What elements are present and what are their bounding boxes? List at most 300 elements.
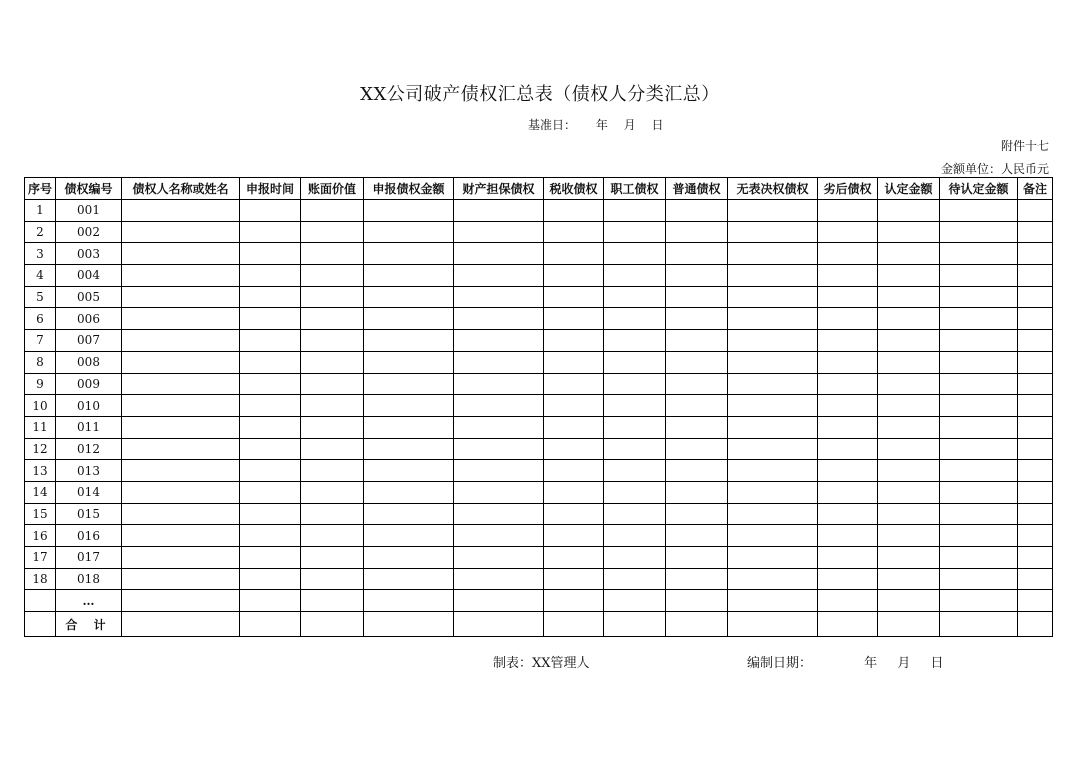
column-header: 债权人名称或姓名 (122, 178, 240, 200)
table-cell[interactable] (122, 308, 240, 330)
table-cell[interactable] (454, 200, 544, 222)
table-cell[interactable] (544, 373, 604, 395)
table-cell[interactable] (240, 481, 301, 503)
table-cell[interactable] (666, 308, 728, 330)
table-cell[interactable] (240, 243, 301, 265)
table-cell[interactable] (666, 460, 728, 482)
table-cell[interactable] (728, 568, 818, 590)
total-cell[interactable] (240, 612, 301, 637)
table-cell[interactable] (666, 590, 728, 612)
table-row (25, 438, 1053, 460)
table-cell[interactable] (728, 308, 818, 330)
table-cell[interactable] (666, 330, 728, 352)
table-cell[interactable] (878, 481, 940, 503)
table-cell[interactable] (1018, 481, 1053, 503)
table-cell[interactable] (122, 460, 240, 482)
table-cell[interactable] (818, 351, 878, 373)
table-cell[interactable] (666, 438, 728, 460)
table-cell[interactable] (940, 286, 1018, 308)
table-cell[interactable] (940, 568, 1018, 590)
table-cell[interactable] (301, 221, 364, 243)
claim-code: 002 (56, 221, 122, 243)
total-cell[interactable] (1018, 612, 1053, 637)
table-cell[interactable] (1018, 200, 1053, 222)
table-cell[interactable] (364, 200, 454, 222)
row-number: 15 (25, 503, 56, 525)
table-cell[interactable] (604, 373, 666, 395)
table-row (25, 243, 1053, 265)
table-cell[interactable] (666, 503, 728, 525)
table-cell[interactable] (728, 395, 818, 417)
table-cell[interactable] (454, 265, 544, 287)
table-cell[interactable] (454, 481, 544, 503)
table-cell[interactable] (544, 243, 604, 265)
table-cell[interactable] (940, 351, 1018, 373)
table-cell[interactable] (666, 243, 728, 265)
table-cell[interactable] (1018, 265, 1053, 287)
total-cell[interactable] (544, 612, 604, 637)
table-cell[interactable] (240, 568, 301, 590)
table-cell[interactable] (818, 416, 878, 438)
table-cell[interactable] (940, 590, 1018, 612)
table-cell[interactable] (240, 286, 301, 308)
table-cell[interactable] (364, 286, 454, 308)
table-cell[interactable] (666, 351, 728, 373)
row-number: 18 (25, 568, 56, 590)
table-cell[interactable] (604, 568, 666, 590)
table-cell[interactable] (544, 481, 604, 503)
table-cell[interactable] (301, 460, 364, 482)
table-cell[interactable] (544, 265, 604, 287)
table-cell[interactable] (454, 286, 544, 308)
table-cell[interactable] (301, 286, 364, 308)
row-number: 1 (25, 200, 56, 222)
table-cell[interactable] (666, 547, 728, 569)
table-cell[interactable] (301, 568, 364, 590)
table-cell[interactable] (1018, 438, 1053, 460)
table-cell[interactable] (544, 460, 604, 482)
table-cell[interactable] (1018, 395, 1053, 417)
table-cell[interactable] (544, 351, 604, 373)
table-cell[interactable] (122, 481, 240, 503)
table-cell[interactable] (364, 438, 454, 460)
table-cell[interactable] (940, 547, 1018, 569)
table-cell[interactable] (544, 438, 604, 460)
table-cell[interactable] (122, 503, 240, 525)
table-cell[interactable] (728, 330, 818, 352)
table-cell[interactable] (728, 243, 818, 265)
table-cell[interactable] (878, 568, 940, 590)
table-cell[interactable] (728, 200, 818, 222)
total-cell[interactable] (454, 612, 544, 637)
table-cell[interactable] (818, 590, 878, 612)
table-cell[interactable] (728, 265, 818, 287)
table-cell[interactable] (301, 525, 364, 547)
table-cell[interactable] (878, 395, 940, 417)
table-cell[interactable] (878, 460, 940, 482)
total-cell[interactable] (878, 612, 940, 637)
compile-date-label: 编制日期： (747, 656, 813, 671)
table-cell[interactable] (544, 200, 604, 222)
total-cell[interactable] (364, 612, 454, 637)
table-cell[interactable] (301, 395, 364, 417)
table-cell[interactable] (544, 330, 604, 352)
table-cell[interactable] (818, 330, 878, 352)
table-cell[interactable] (122, 438, 240, 460)
table-cell[interactable] (940, 503, 1018, 525)
column-header: 序号 (25, 178, 56, 200)
total-cell[interactable] (122, 612, 240, 637)
table-cell[interactable] (301, 265, 364, 287)
table-cell[interactable] (240, 308, 301, 330)
table-cell[interactable] (544, 503, 604, 525)
table-cell[interactable] (940, 308, 1018, 330)
table-cell[interactable] (604, 265, 666, 287)
table-cell[interactable] (364, 221, 454, 243)
table-cell[interactable] (818, 265, 878, 287)
table-cell[interactable] (454, 525, 544, 547)
table-cell[interactable] (454, 351, 544, 373)
table-cell[interactable] (878, 286, 940, 308)
table-cell[interactable] (364, 243, 454, 265)
table-cell[interactable] (454, 395, 544, 417)
table-cell[interactable] (940, 460, 1018, 482)
table-cell[interactable] (454, 547, 544, 569)
table-cell[interactable] (878, 503, 940, 525)
table-cell[interactable] (544, 395, 604, 417)
table-cell[interactable] (940, 265, 1018, 287)
table-cell[interactable] (240, 395, 301, 417)
table-cell[interactable] (878, 416, 940, 438)
row-number: 7 (25, 330, 56, 352)
table-cell[interactable] (604, 590, 666, 612)
table-cell[interactable] (878, 265, 940, 287)
table-cell[interactable] (666, 221, 728, 243)
table-cell[interactable] (122, 395, 240, 417)
column-header: 备注 (1018, 178, 1053, 200)
table-cell[interactable] (940, 200, 1018, 222)
total-cell[interactable] (666, 612, 728, 637)
table-cell[interactable] (240, 200, 301, 222)
table-cell[interactable] (301, 330, 364, 352)
table-cell[interactable] (878, 308, 940, 330)
table-cell[interactable] (728, 547, 818, 569)
table-cell[interactable] (364, 503, 454, 525)
table-cell[interactable] (454, 221, 544, 243)
table-cell[interactable] (544, 221, 604, 243)
table-cell[interactable] (544, 416, 604, 438)
table-cell[interactable] (604, 416, 666, 438)
table-cell[interactable] (604, 547, 666, 569)
table-cell[interactable] (301, 503, 364, 525)
table-cell[interactable] (364, 481, 454, 503)
table-cell[interactable] (454, 330, 544, 352)
row-number: 8 (25, 351, 56, 373)
table-cell[interactable] (666, 395, 728, 417)
table-cell[interactable] (25, 590, 56, 612)
table-cell[interactable] (878, 200, 940, 222)
table-cell[interactable] (818, 308, 878, 330)
table-cell[interactable] (940, 438, 1018, 460)
table-cell[interactable] (364, 590, 454, 612)
amount-unit: 金额单位：人民币元 (940, 162, 1049, 176)
column-header: 待认定金额 (940, 178, 1018, 200)
table-cell[interactable] (122, 286, 240, 308)
table-header-row (25, 178, 1053, 200)
table-cell[interactable] (454, 416, 544, 438)
table-cell[interactable] (728, 503, 818, 525)
table-cell[interactable] (240, 438, 301, 460)
table-cell[interactable] (1018, 243, 1053, 265)
table-cell[interactable] (364, 525, 454, 547)
table-cell[interactable] (940, 481, 1018, 503)
table-cell[interactable] (544, 590, 604, 612)
total-cell[interactable] (728, 612, 818, 637)
table-cell[interactable] (122, 373, 240, 395)
table-cell[interactable] (728, 351, 818, 373)
table-cell[interactable] (240, 547, 301, 569)
table-cell[interactable] (666, 265, 728, 287)
table-cell[interactable] (454, 308, 544, 330)
claim-code: 009 (56, 373, 122, 395)
table-cell[interactable] (940, 221, 1018, 243)
table-cell[interactable] (122, 265, 240, 287)
table-row (25, 547, 1053, 569)
table-cell[interactable] (454, 568, 544, 590)
column-header: 申报时间 (240, 178, 301, 200)
table-cell[interactable] (122, 525, 240, 547)
row-number: 6 (25, 308, 56, 330)
table-cell[interactable] (1018, 286, 1053, 308)
table-cell[interactable] (940, 416, 1018, 438)
table-cell[interactable] (818, 221, 878, 243)
table-cell[interactable] (1018, 568, 1053, 590)
table-cell[interactable] (666, 525, 728, 547)
table-cell[interactable] (878, 330, 940, 352)
total-cell[interactable] (301, 612, 364, 637)
table-cell[interactable] (818, 503, 878, 525)
table-cell[interactable] (818, 438, 878, 460)
table-cell[interactable] (122, 590, 240, 612)
table-cell[interactable] (364, 373, 454, 395)
table-cell[interactable] (301, 243, 364, 265)
row-number: 2 (25, 221, 56, 243)
table-cell[interactable] (940, 243, 1018, 265)
table-cell[interactable] (878, 351, 940, 373)
table-cell[interactable] (240, 525, 301, 547)
table-cell[interactable] (240, 416, 301, 438)
table-cell[interactable] (940, 373, 1018, 395)
table-cell[interactable] (1018, 351, 1053, 373)
table-cell[interactable] (666, 568, 728, 590)
table-cell[interactable] (364, 547, 454, 569)
table-cell[interactable] (940, 330, 1018, 352)
table-cell[interactable] (1018, 416, 1053, 438)
table-cell[interactable] (604, 243, 666, 265)
table-cell[interactable] (301, 351, 364, 373)
table-cell[interactable] (878, 243, 940, 265)
total-cell[interactable] (604, 612, 666, 637)
table-cell[interactable] (301, 200, 364, 222)
table-cell[interactable] (1018, 221, 1053, 243)
table-cell[interactable] (604, 221, 666, 243)
page-title: XX公司破产债权汇总表（债权人分类汇总） (360, 84, 720, 105)
table-cell[interactable] (666, 286, 728, 308)
table-cell[interactable] (818, 373, 878, 395)
table-cell[interactable] (728, 481, 818, 503)
table-cell[interactable] (818, 460, 878, 482)
table-cell[interactable] (454, 438, 544, 460)
table-cell[interactable] (122, 547, 240, 569)
table-cell[interactable] (122, 416, 240, 438)
table-cell[interactable] (364, 568, 454, 590)
table-cell[interactable] (818, 286, 878, 308)
table-cell[interactable] (240, 590, 301, 612)
table-cell[interactable] (728, 373, 818, 395)
table-row (25, 416, 1053, 438)
table-cell[interactable] (364, 395, 454, 417)
table-cell[interactable] (666, 373, 728, 395)
table-cell[interactable] (878, 525, 940, 547)
table-cell[interactable] (122, 221, 240, 243)
table-cell[interactable] (1018, 525, 1053, 547)
table-cell[interactable] (728, 590, 818, 612)
table-cell[interactable] (301, 590, 364, 612)
table-cell[interactable] (454, 503, 544, 525)
table-cell[interactable] (240, 503, 301, 525)
table-cell[interactable] (364, 416, 454, 438)
table-cell[interactable] (728, 416, 818, 438)
table-row (25, 200, 1053, 222)
table-cell[interactable] (454, 243, 544, 265)
table-cell[interactable] (818, 243, 878, 265)
table-cell[interactable] (666, 481, 728, 503)
table-cell[interactable] (818, 481, 878, 503)
table-cell[interactable] (301, 481, 364, 503)
table-cell[interactable] (878, 438, 940, 460)
claim-code: 018 (56, 568, 122, 590)
table-cell[interactable] (240, 373, 301, 395)
table-cell[interactable] (301, 308, 364, 330)
table-cell[interactable] (544, 547, 604, 569)
base-date-label: 基准日： (528, 118, 577, 132)
table-cell[interactable] (818, 395, 878, 417)
table-cell[interactable] (544, 568, 604, 590)
table-cell[interactable] (122, 200, 240, 222)
table-cell[interactable] (666, 200, 728, 222)
table-cell[interactable] (364, 308, 454, 330)
table-cell[interactable] (818, 568, 878, 590)
row-number: 4 (25, 265, 56, 287)
table-cell[interactable] (454, 460, 544, 482)
table-cell[interactable] (604, 481, 666, 503)
table-cell[interactable] (604, 525, 666, 547)
claim-code: 012 (56, 438, 122, 460)
ellipsis-cell: … (56, 590, 122, 612)
table-cell[interactable] (604, 351, 666, 373)
table-cell[interactable] (364, 460, 454, 482)
table-cell[interactable] (301, 373, 364, 395)
table-cell[interactable] (818, 200, 878, 222)
table-cell[interactable] (544, 525, 604, 547)
table-cell[interactable] (122, 351, 240, 373)
table-cell[interactable] (122, 330, 240, 352)
table-cell[interactable] (878, 221, 940, 243)
table-cell[interactable] (878, 373, 940, 395)
table-cell[interactable] (1018, 460, 1053, 482)
table-cell[interactable] (604, 460, 666, 482)
table-cell[interactable] (301, 547, 364, 569)
table-cell[interactable] (1018, 330, 1053, 352)
table-cell[interactable] (301, 416, 364, 438)
total-cell[interactable] (25, 612, 56, 637)
table-cell[interactable] (301, 438, 364, 460)
table-cell[interactable] (818, 547, 878, 569)
base-date (528, 116, 668, 133)
table-cell[interactable] (604, 308, 666, 330)
claim-code: 014 (56, 481, 122, 503)
table-cell[interactable] (940, 395, 1018, 417)
table-cell[interactable] (454, 373, 544, 395)
table-cell[interactable] (1018, 373, 1053, 395)
table-cell[interactable] (940, 525, 1018, 547)
table-cell[interactable] (454, 590, 544, 612)
table-cell[interactable] (604, 200, 666, 222)
compile-date (747, 652, 951, 671)
table-cell[interactable] (240, 221, 301, 243)
table-cell[interactable] (122, 243, 240, 265)
table-cell[interactable] (122, 568, 240, 590)
row-number: 17 (25, 547, 56, 569)
table-cell[interactable] (544, 286, 604, 308)
table-cell[interactable] (878, 547, 940, 569)
table-cell[interactable] (604, 395, 666, 417)
table-cell[interactable] (604, 330, 666, 352)
table-cell[interactable] (728, 438, 818, 460)
table-cell[interactable] (1018, 590, 1053, 612)
table-cell[interactable] (240, 265, 301, 287)
table-cell[interactable] (878, 590, 940, 612)
table-cell[interactable] (818, 525, 878, 547)
table-cell[interactable] (604, 503, 666, 525)
table-cell[interactable] (240, 351, 301, 373)
claim-code: 008 (56, 351, 122, 373)
table-cell[interactable] (1018, 503, 1053, 525)
table-cell[interactable] (240, 460, 301, 482)
table-cell[interactable] (1018, 547, 1053, 569)
column-header: 申报债权金额 (364, 178, 454, 200)
column-header: 财产担保债权 (454, 178, 544, 200)
base-date-month: 月 (623, 118, 636, 132)
table-cell[interactable] (544, 308, 604, 330)
claim-code: 016 (56, 525, 122, 547)
table-cell[interactable] (604, 286, 666, 308)
table-cell[interactable] (604, 438, 666, 460)
table-cell[interactable] (364, 265, 454, 287)
table-cell[interactable] (728, 221, 818, 243)
table-cell[interactable] (728, 525, 818, 547)
total-cell[interactable] (818, 612, 878, 637)
table-cell[interactable] (364, 351, 454, 373)
table-cell[interactable] (666, 416, 728, 438)
table-cell[interactable] (728, 286, 818, 308)
table-cell[interactable] (364, 330, 454, 352)
table-cell[interactable] (240, 330, 301, 352)
total-cell[interactable] (940, 612, 1018, 637)
table-cell[interactable] (1018, 308, 1053, 330)
table-row (25, 460, 1053, 482)
table-cell[interactable] (728, 460, 818, 482)
